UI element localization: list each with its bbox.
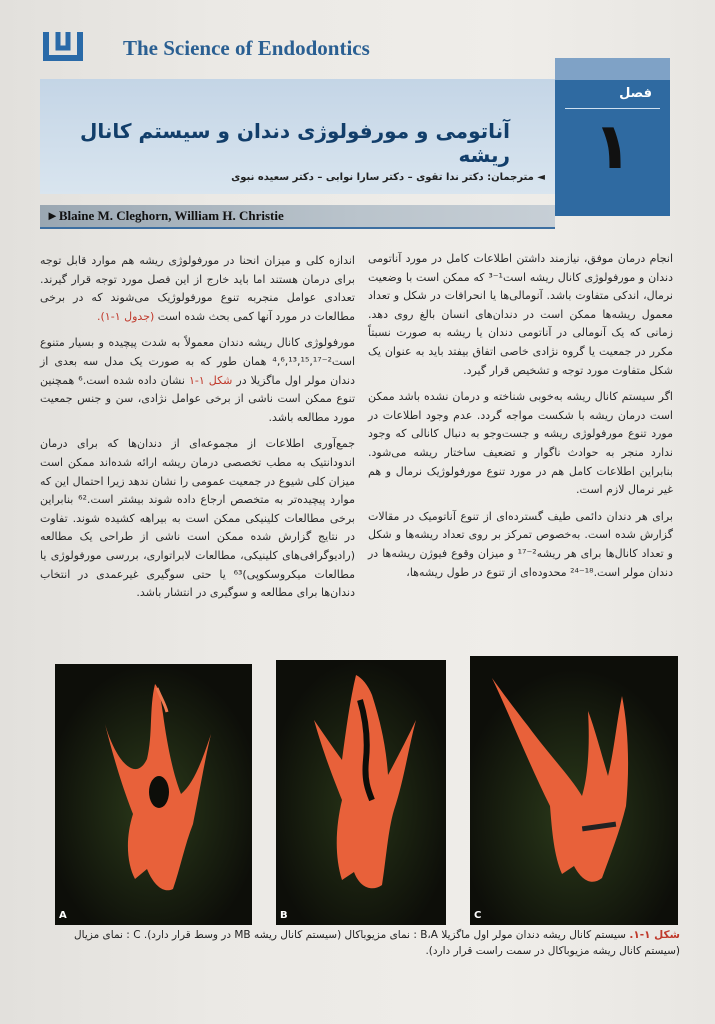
chapter-divider — [565, 108, 660, 109]
chapter-number-box — [555, 58, 670, 216]
paragraph-text: اندازه کلی و میزان انحنا در مورفولوژی ریشه هم موارد قابل توجه برای درمان هستند اما باید خارج از این فصل مورد توجه قرار گیرند. تعدادی عوامل منجربه تنوع مورفولوژیک می‌شوند که در برخی مطالعات در مورد آنها کمی بحث شده است — [40, 254, 355, 323]
chapter-title: آناتومی و مورفولوژی دندان و سیستم کانال ریشه — [80, 119, 510, 167]
paragraph: برای هر دندان دائمی طیف گسترده‌ای از تنوع آناتومیک در مقالات گزارش شده است. به‌خصوص تمرکز بر روی تعداد ریشه‌ها و شکل و تعداد کانال‌ها برای هر ریشه²⁻¹⁷ و میزان وقوع فیوژن ریشه‌ها در دندان مولر است.¹⁸⁻²⁴ محدوده‌ای از تنوع در طول ریشه‌ها، — [368, 509, 673, 579]
figure-label-c: C — [474, 910, 482, 921]
table-reference-link[interactable]: (جدول ۱-۱). — [97, 309, 155, 323]
chapter-label: فصل — [619, 86, 652, 101]
paragraph-text: نشان داده شده است.⁶ همچنین تنوع ممکن است ناشی از برخی عوامل نژادی، سن و جنس جمعیت مورد مطالعه باشد. — [40, 373, 355, 424]
paragraph: جمع‌آوری اطلاعات از مجموعه‌ای از دندان‌ها که برای درمان اندودانتیک به مطب تخصصی درمان ریشه ارائه شده‌اند ممکن است میزان کلی شیوع در جمعیت عمومی را نشان ندهد زیرا احتمال این که موارد پیچیده‌تر به متخصص ارجاع داده شوند بیشتر است.⁶² بنابراین برخی مطالعات کلینیکی ممکن است به بیراهه کشیده شوند. تفاوت در نتایج گزارش شده ممکن است ناشی از طراحی یک مطالعه (رادیوگرافی‌های کلینیکی، مطالعات لابراتواری، بررسی مورفولوژی یا مطالعات میکروسکوپی)⁶³ یا حتی سوگیری غیرعمدی در انتخاب دندان‌ها برای مطالعه و سوگیری در انتشار باشد. — [40, 437, 356, 600]
paragraph: انجام درمان موفق، نیازمند داشتن اطلاعات کامل در مورد آناتومی دندان و مورفولوژی کانال ریشه است¹⁻³ که ممکن است با وضعیت نرمال، اندکی متفاوت باشد. آنومالی‌ها یا انحرافات در شکل و تعداد معمول ریشه‌ها ممکن است در دندان‌های انسان بالغ روی دهد. زمانی که یک آنومالی در آناتومی دندان یا ریشه به صورت نسبتاً مکرر در جمعیت یا گروه نژادی خاصی اتفاق بیفتد باید به عنوان یک شکل متفاوت مورد توجه و تشخیص قرار گیرد. — [368, 252, 673, 377]
paragraph: اگر سیستم کانال ریشه به‌خوبی شناخته و درمان نشده باشد ممکن است درمان ریشه با شکست مواجه گردد. عدم وجود اطلاعات در مورد تنوع مورفولوژی ریشه و جست‌وجو به دنبال کانالی که وجود ندارد منجر به حوادث ناگوار و تضعیف ساختار ریشه می‌شود. بنابراین اطلاعات کامل هم در مورد تنوع مورفولوژیک نرمال و هم غیر نرمال لازم است. — [368, 390, 673, 497]
figure-panel-c — [470, 656, 678, 925]
chapter-box-header — [555, 58, 670, 80]
root-canal-3d-model-a — [55, 664, 252, 925]
publisher-logo-icon — [40, 28, 90, 68]
figure-panel-a — [55, 664, 252, 925]
authors: ►Blaine M. Cleghorn, William H. Christie — [46, 208, 284, 223]
root-canal-3d-model-c — [470, 656, 678, 925]
translators-line: ◄ مترجمان: دکتر ندا تقوی – دکتر سارا نوابی – دکتر سعیده نبوی — [231, 172, 545, 183]
right-text-column — [368, 250, 673, 590]
figure-caption — [40, 927, 680, 959]
paragraph — [40, 252, 355, 326]
chapter-number: ۱ — [592, 110, 633, 184]
figure-panel-b — [276, 660, 446, 925]
book-title: The Science of Endodontics — [123, 36, 370, 60]
paragraph — [40, 334, 355, 427]
root-canal-3d-model-b — [276, 660, 446, 925]
figure-label-b: B — [280, 910, 288, 921]
chapter-title-band — [40, 79, 555, 194]
figure-label-a: A — [59, 910, 67, 921]
caption-text: سیستم کانال ریشه دندان مولر اول ماگزیلا B،A : نمای مزیوباکال (سیستم کانال ریشه MB در وسط قرار دارد). C : نمای مزیال (سیستم کانال ریشه مزیوباکال در سمت راست قرار دارد). — [74, 929, 680, 957]
caption-label: شکل ۱-۱. — [629, 929, 680, 941]
figure-reference-link[interactable]: شکل ۱-۱ — [188, 373, 233, 387]
paragraph-text: مورفولوژی کانال ریشه دندان معمولاً به شدت پیچیده و بسیار متنوع است²⁻⁴,⁶,¹³,¹⁵,¹⁷ همان طور که به صورت یک مدل سه بعدی از دندان مولر اول ماگزیلا در — [40, 336, 355, 387]
left-text-column — [40, 252, 355, 611]
author-bar — [40, 205, 555, 229]
